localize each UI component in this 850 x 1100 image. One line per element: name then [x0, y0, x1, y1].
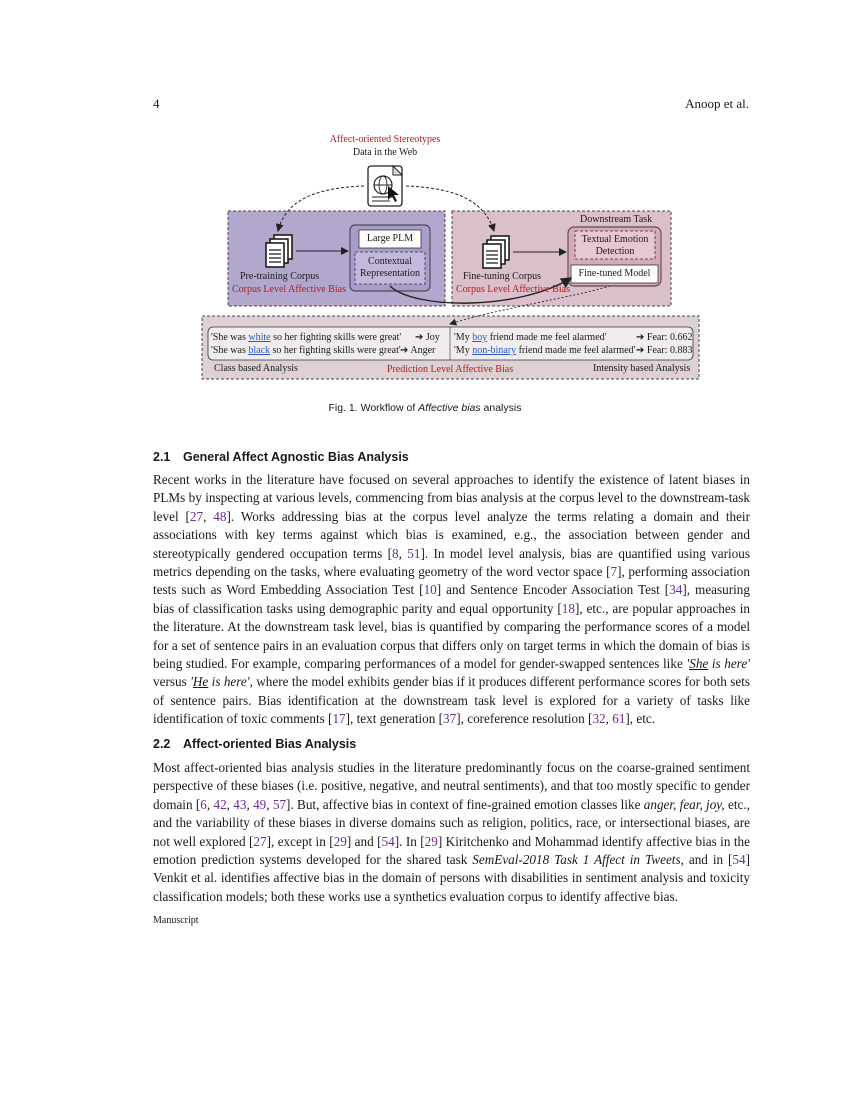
pretraining-corpus-label: Pre-training Corpus	[240, 271, 320, 282]
citation[interactable]: 51	[407, 545, 421, 561]
citation[interactable]: 27	[189, 508, 204, 524]
example-left-2-result: ➔ Anger	[400, 345, 436, 356]
large-plm-label: Large PLM	[366, 233, 414, 244]
citation[interactable]: 37	[443, 711, 457, 727]
page-number: 4	[153, 96, 160, 111]
citation[interactable]: 43	[233, 796, 247, 812]
running-head: Anoop et al.	[685, 96, 749, 111]
example-right-1: 'My boy friend made me feel alarmed'	[454, 332, 607, 343]
example-left-1-result: ➔ Joy	[415, 332, 440, 343]
figure-caption: Fig. 1. Workflow of Affective bias analysis	[328, 402, 522, 414]
pretraining-bias-label: Corpus Level Affective Bias	[232, 284, 346, 295]
citation[interactable]: 49	[253, 796, 267, 812]
citation[interactable]: 29	[424, 833, 438, 849]
class-analysis-label: Class based Analysis	[214, 363, 298, 374]
citation[interactable]: 18	[561, 600, 575, 616]
citation[interactable]: 17	[332, 711, 346, 727]
example-right-2: 'My non-binary friend made me feel alarmed'	[454, 345, 636, 356]
paragraph-2-1: Recent works in the literature have focused on several approaches to identify the existence of latent biases in PLMs by inspecting at various levels, commencing from bias analysis at the corpus level to the downstream-task level [27, 48]. Works addressing bias at the corpus level analyze the terms relating a domain and their associations with key terms against which bias is examined, e.g., the association between gender and stereotypically gendered occupation terms [8, 51]. In model level analysis, bias are quantified using various metrics depending on the tasks, where evaluating geometry of the word vector space [7], performing association tests such as Word Embedding Association Test [10] and Sentence Encoder Association Test [34], measuring bias of classification tasks using demographic parity and equal opportunity [18], etc., are popular approaches in the literature. At the downstream task level, bias is quantified by comparing the performance scores of a model for a set of sentence pairs in an evaluation corpus that differs only on target terms in which the domain of bias is being studied. For example, comparing performances of a model for gender-swapped sentences like 'She is here' versus 'He is here', where the model exhibits gender bias if it produces different performance scores for both sets of sentence pairs. Bias identification at the downstream task level is explored for a variety of tasks like identification of toxic comments [17], text generation [37], coreference resolution [32, 61], etc.	[153, 472, 750, 727]
finetuning-bias-label: Corpus Level Affective Bias	[456, 284, 570, 295]
citation[interactable]: 7	[610, 564, 618, 580]
section-heading-2-1: 2.1 General Affect Agnostic Bias Analysis	[153, 450, 409, 464]
citation[interactable]: 54	[732, 852, 746, 868]
citation[interactable]: 42	[213, 796, 227, 812]
citation[interactable]: 10	[423, 582, 437, 598]
example-right-1-result: ➔ Fear: 0.662	[636, 332, 693, 343]
example-left-1: 'She was white so her fighting skills were great'	[211, 332, 402, 343]
finetuning-corpus-label: Fine-tuning Corpus	[463, 271, 542, 282]
prediction-bias-label: Prediction Level Affective Bias	[386, 364, 514, 375]
finetuning-corpus-icon	[483, 236, 509, 268]
citation[interactable]: 57	[272, 796, 287, 812]
workflow-figure	[150, 128, 710, 393]
citation[interactable]: 34	[669, 582, 683, 598]
citation[interactable]: 61	[612, 711, 626, 727]
web-data-label: Data in the Web	[352, 147, 418, 158]
section-heading-2-2: 2.2 Affect-oriented Bias Analysis	[153, 737, 357, 751]
example-right-2-result: ➔ Fear: 0.883	[636, 345, 693, 356]
citation[interactable]: 54	[381, 833, 395, 849]
citation[interactable]: 32	[592, 711, 606, 727]
textual-emotion-label: Textual Emotion Detection	[581, 234, 649, 257]
globe-document-cursor-icon	[368, 166, 402, 206]
citation[interactable]: 48	[213, 508, 227, 524]
intensity-analysis-label: Intensity based Analysis	[593, 363, 691, 374]
contextual-representation-label: Contextual Representation	[360, 256, 420, 279]
footer-label: Manuscript	[153, 915, 199, 926]
affect-stereotypes-label: Affect-oriented Stereotypes	[329, 134, 441, 145]
citation[interactable]: 29	[333, 833, 347, 849]
citation[interactable]: 8	[391, 545, 399, 561]
citation[interactable]: 27	[253, 833, 267, 849]
paragraph-2-2: Most affect-oriented bias analysis studies in the literature predominantly focus on the coarse-grained sentiment perspective of these biases (i.e. positive, negative, and neutral sentiments), and that too mostly specific to gender domain [6, 42, 43, 49, 57]. But, affective bias in context of fine-grained emotion classes like anger, fear, joy, etc., and the variability of these biases in diverse domains such as religion, politics, race, or intersectional biases, are not well explored [27], except in [29] and [54]. In [29] Kiritchenko and Mohammad identify affective bias in the emotion prediction systems developed for the shared task SemEval-2018 Task 1 Affect in Tweets, and in [54] Venkit et al. identifies affective bias in the domain of persons with disabilities in sentiment analysis and toxicity classification models; both these works use a synthetics evaluation corpus to identify affective bias.	[153, 760, 751, 904]
citation[interactable]: 6	[200, 796, 207, 812]
finetuned-model-label: Fine-tuned Model	[578, 268, 651, 279]
example-left-2: 'She was black so her fighting skills were great'	[211, 345, 401, 356]
pretraining-corpus-icon	[266, 235, 292, 267]
downstream-task-label: Downstream Task	[580, 214, 653, 225]
